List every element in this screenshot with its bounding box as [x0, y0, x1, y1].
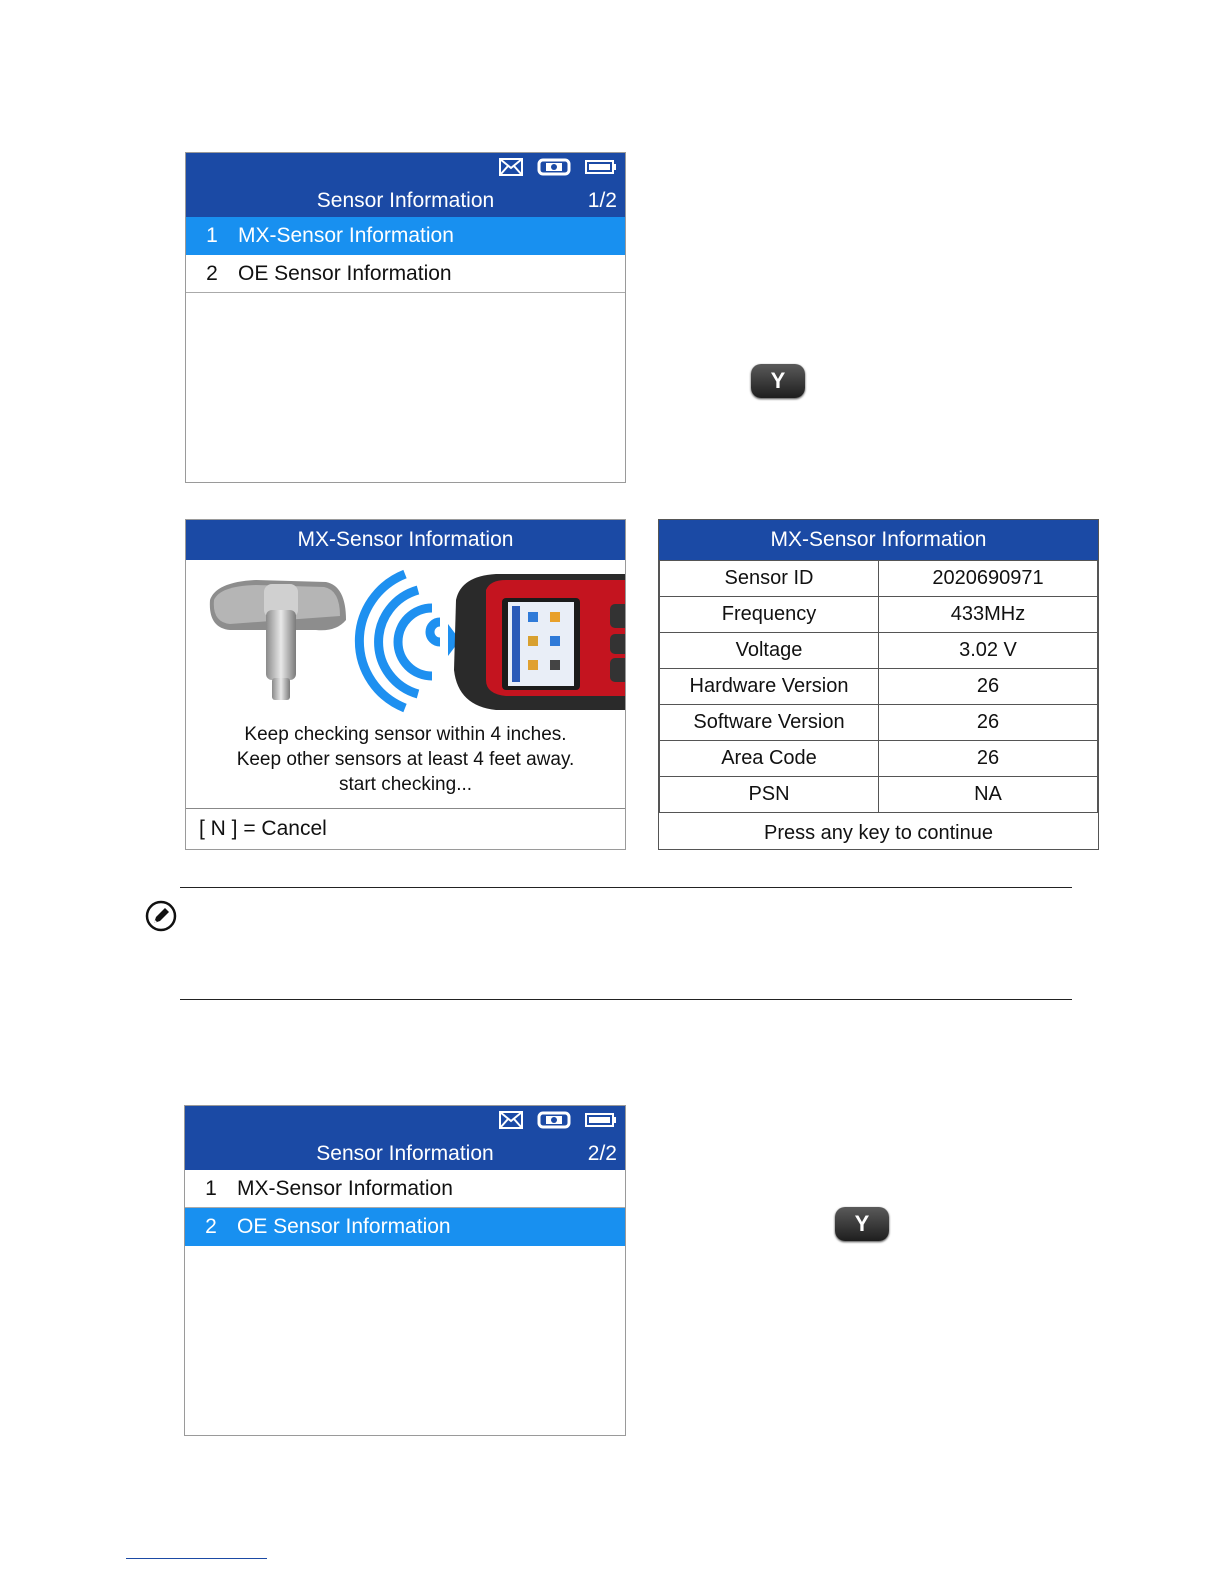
screen-title: MX-Sensor Information: [659, 520, 1098, 560]
menu-item-oe-sensor[interactable]: [185, 1208, 625, 1246]
field-value: 26: [879, 669, 1098, 705]
table-row: [660, 633, 1098, 669]
page-indicator: 1/2: [587, 189, 617, 212]
note-pencil-icon: [144, 899, 178, 933]
sensor-info-table: [659, 560, 1098, 813]
field-value: 26: [879, 705, 1098, 741]
status-icons: [499, 1110, 617, 1130]
menu-item-label: MX-Sensor Information: [237, 1176, 453, 1200]
menu-item-mx-sensor[interactable]: [186, 217, 625, 255]
sensor-check-illustration: [186, 560, 626, 720]
mx-sensor-check-screen: [185, 519, 626, 850]
table-row: [660, 561, 1098, 597]
field-label: Hardware Version: [660, 669, 879, 705]
menu-item-number: 2: [205, 1215, 217, 1238]
vehicle-link-icon: [537, 1110, 571, 1130]
table-row: [660, 705, 1098, 741]
mail-icon: [499, 1111, 523, 1129]
battery-icon: [585, 159, 617, 175]
menu-item-number: 2: [206, 261, 218, 285]
status-icons: [499, 157, 617, 177]
battery-icon: [585, 1112, 617, 1128]
screen-header: [186, 153, 625, 217]
tpms-tool-icon: [454, 574, 626, 710]
page-indicator: 2/2: [587, 1142, 617, 1165]
continue-hint[interactable]: Press any key to continue: [763, 822, 993, 844]
field-label: Frequency: [660, 597, 879, 633]
menu-item-mx-sensor[interactable]: [185, 1170, 625, 1208]
screen-title: Sensor Information: [316, 1142, 494, 1165]
menu-item-number: 1: [206, 224, 218, 247]
field-value: 2020690971: [879, 561, 1098, 597]
instruction-line: Keep other sensors at least 4 feet away.: [236, 749, 575, 770]
wireless-signal-icon: [359, 574, 460, 708]
y-key-button[interactable]: Y: [751, 364, 805, 398]
instructions: [186, 722, 625, 797]
y-key-button[interactable]: Y: [835, 1207, 889, 1241]
field-value: NA: [879, 777, 1098, 813]
mail-icon: [499, 158, 523, 176]
screen-title: MX-Sensor Information: [186, 520, 625, 560]
menu-item-oe-sensor[interactable]: [186, 255, 625, 293]
tpms-sensor-icon: [210, 580, 346, 700]
field-value: 433MHz: [879, 597, 1098, 633]
field-value: 26: [879, 741, 1098, 777]
footer-link-underline: [126, 1558, 267, 1559]
field-label: Voltage: [660, 633, 879, 669]
menu-item-label: MX-Sensor Information: [238, 224, 454, 247]
note-top-rule: [180, 887, 1072, 888]
sensor-info-screen-1: [185, 152, 626, 483]
menu-item-number: 1: [205, 1176, 217, 1200]
menu-item-label: OE Sensor Information: [238, 261, 452, 285]
table-row: [660, 669, 1098, 705]
screen-title: Sensor Information: [316, 189, 495, 212]
vehicle-link-icon: [537, 157, 571, 177]
instruction-line: Keep checking sensor within 4 inches.: [244, 724, 567, 745]
table-row: [660, 741, 1098, 777]
menu-item-label: OE Sensor Information: [237, 1215, 451, 1238]
table-row: [660, 777, 1098, 813]
field-value: 3.02 V: [879, 633, 1098, 669]
status-text: start checking...: [338, 774, 473, 795]
sensor-info-screen-2: [184, 1105, 626, 1436]
field-label: PSN: [660, 777, 879, 813]
cancel-hint[interactable]: [ N ] = Cancel: [186, 808, 625, 849]
mx-sensor-info-screen: [658, 519, 1099, 850]
table-row: [660, 597, 1098, 633]
field-label: Sensor ID: [660, 561, 879, 597]
field-label: Software Version: [660, 705, 879, 741]
field-label: Area Code: [660, 741, 879, 777]
note-bottom-rule: [180, 999, 1072, 1000]
screen-header: [185, 1106, 625, 1170]
